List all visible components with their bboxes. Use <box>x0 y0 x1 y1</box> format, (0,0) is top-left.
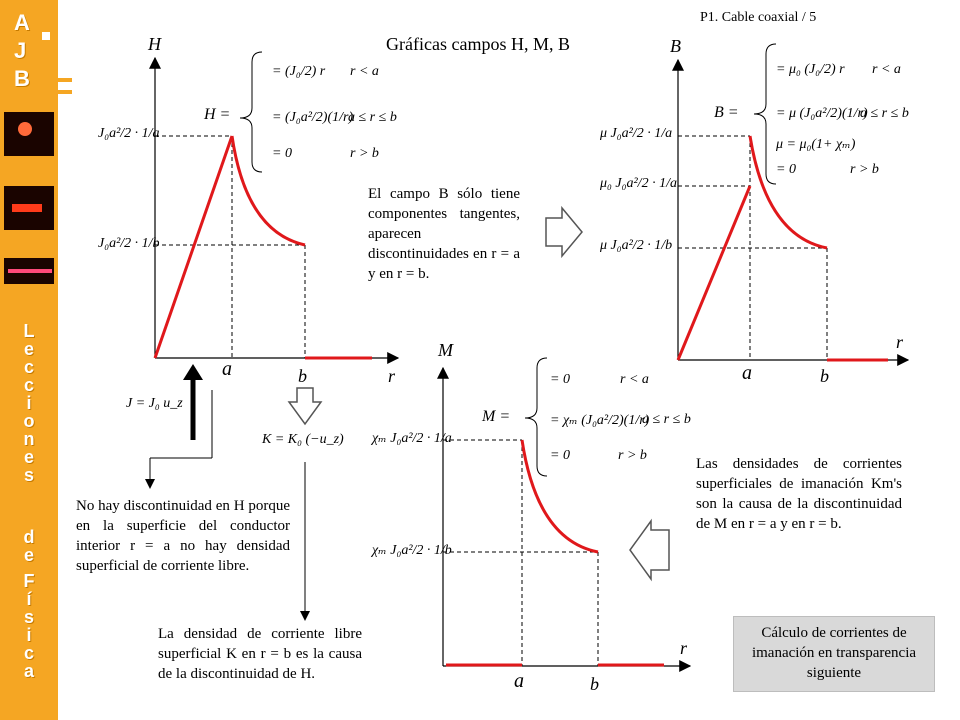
H-definition-lhs: H = <box>204 106 231 123</box>
K-vector-label: K = K₀ (−u_z) <box>262 432 344 447</box>
H-level-high: J₀a²/2 · 1/a <box>98 126 160 141</box>
B-tick-b: b <box>820 366 829 386</box>
B-brace <box>754 44 776 184</box>
B-case-2-expr: = μ (J₀a²/2)(1/r) <box>776 106 868 121</box>
M-tick-b: b <box>590 674 599 694</box>
M-y-label: M <box>438 340 453 360</box>
B-x-label: r <box>896 332 904 352</box>
logo-letter-a: A <box>14 10 30 35</box>
H-tick-b: b <box>298 366 307 386</box>
B-linear-segment <box>678 186 750 360</box>
M-brace <box>525 358 547 476</box>
series-title-word: L e c c i o n e s <box>23 321 35 485</box>
B-case-2-cond: a ≤ r ≤ b <box>860 106 909 121</box>
B-permeability: μ = μ₀(1+ χₘ) <box>776 137 856 152</box>
H-case-1-expr: = (J₀/2) r <box>272 64 326 79</box>
H-case-3-expr: = 0 <box>272 146 292 161</box>
slide-reference: P1. Cable coaxial / 5 <box>700 10 817 25</box>
H-y-label: H <box>148 34 161 54</box>
graph-H <box>155 52 398 358</box>
M-level-high: χₘ J₀a²/2 · 1/a <box>372 431 452 446</box>
B-y-label: B <box>670 36 681 56</box>
text-K-cause: La densidad de corriente libre superficial K en r = b es la causa de la discontinuidad de H. <box>158 626 362 682</box>
H-case-2-expr: = (J₀a²/2)(1/r) <box>272 110 354 125</box>
H-inverse-segment <box>232 136 305 245</box>
logo-letter-j: J <box>14 38 27 63</box>
M-case-1-cond: r < a <box>620 372 649 387</box>
B-case-1-expr: = μ₀ (J₀/2) r <box>776 62 845 77</box>
text-B-tangent: El campo B sólo tiene componentes tangentes, aparecen discontinuidades en r = a y en r = b. <box>368 186 520 282</box>
H-level-low: J₀a²/2 · 1/b <box>98 236 160 251</box>
M-case-1-expr: = 0 <box>550 372 570 387</box>
M-case-3-expr: = 0 <box>550 448 570 463</box>
series-title-word: d e <box>23 527 35 565</box>
H-brace <box>240 52 262 172</box>
block-arrow-left <box>630 521 669 579</box>
M-case-2-cond: a ≤ r ≤ b <box>642 412 691 427</box>
text-no-discontinuity: No hay discontinuidad en H porque en la superficie del conductor interior r = a no hay densidad superficial de corriente libre. <box>76 498 290 574</box>
M-case-2-expr: = χₘ (J₀a²/2)(1/r) <box>550 413 650 428</box>
B-case-3-expr: = 0 <box>776 162 796 177</box>
M-tick-a: a <box>514 670 524 692</box>
B-case-1-cond: r < a <box>872 62 901 77</box>
M-x-label: r <box>680 638 688 658</box>
M-definition-lhs: M = <box>482 408 511 425</box>
H-case-2-cond: a ≤ r ≤ b <box>348 110 397 125</box>
H-case-3-cond: r > b <box>350 146 379 161</box>
page-title: Gráficas campos H, M, B <box>386 34 570 54</box>
H-tick-a: a <box>222 358 232 380</box>
B-definition-lhs: B = <box>714 104 739 121</box>
H-x-label: r <box>388 366 396 386</box>
B-case-3-cond: r > b <box>850 162 879 177</box>
B-level-low: μ J₀a²/2 · 1/b <box>600 238 673 253</box>
J-vector-label: J = J₀ u_z <box>126 396 183 411</box>
graph-B <box>678 44 908 360</box>
current-J-arrowhead <box>183 364 203 380</box>
block-arrow-down <box>289 388 321 424</box>
B-level-mid: μ₀ J₀a²/2 · 1/a <box>600 176 677 191</box>
text-Km-cause: Las densidades de corrientes superficiales de imanación Km's son la causa de la discontinuidad de M en r = a y en r = b. <box>696 456 902 532</box>
H-case-1-cond: r < a <box>350 64 379 79</box>
B-level-top: μ J₀a²/2 · 1/a <box>600 126 673 141</box>
M-case-3-cond: r > b <box>618 448 647 463</box>
B-tick-a: a <box>742 362 752 384</box>
M-level-low: χₘ J₀a²/2 · 1/b <box>372 543 452 558</box>
graph-M <box>443 358 690 666</box>
series-title-word: F í s i c a <box>23 571 35 681</box>
H-linear-segment <box>155 136 232 358</box>
logo-letter-b: B <box>14 66 30 91</box>
block-arrow-right <box>546 208 582 256</box>
next-slide-note: Cálculo de corrientes de imanación en transparencia siguiente <box>733 616 935 692</box>
